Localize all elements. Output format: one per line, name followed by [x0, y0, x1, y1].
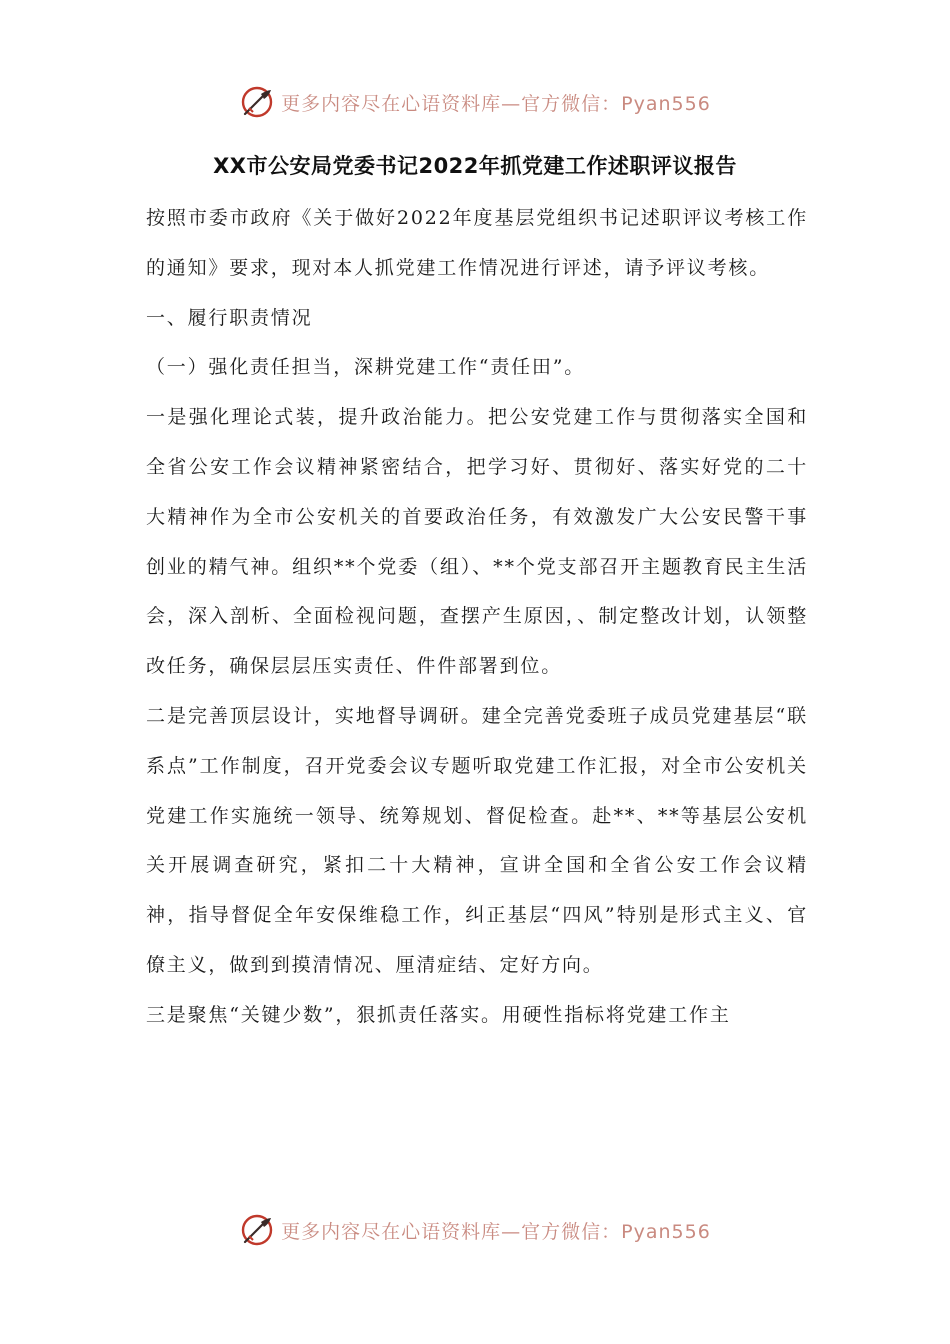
quill-seal-logo-icon — [239, 1212, 275, 1248]
paragraph-point-two: 二是完善顶层设计，实地督导调研。建全完善党委班子成员党建基层“联系点”工作制度，召开党委会议专题听取党建工作汇报，对全市公安机关党建工作实施统一领导、统筹规划、督促检查。赴**、**等基层公安机关开展调查研究，紧扣二十大精神，宣讲全国和全省公安工作会议精神，指导督促全年安保维稳工作，纠正基层“四风”特别是形式主义、官僚主义，做到到摸清情况、厘清症结、定好方向。 — [146, 704, 808, 976]
watermark-text: 更多内容尽在心语资料库—官方微信：Pyan556 — [281, 92, 711, 115]
quill-seal-logo-icon — [239, 84, 275, 120]
paragraph-point-one: 一是强化理论式装，提升政治能力。把公安党建工作与贯彻落实全国和全省公安工作会议精神紧密结合，把学习好、贯彻好、落实好党的二十大精神作为全市公安机关的首要政治任务，有效激发广大公安民警干事创业的精气神。组织**个党委（组）、**个党支部召开主题教育民主生活会，深入剖析、全面检视问题，查摆产生原因，、制定整改计划，认领整改任务，确保层层压实责任、件件部署到位。 — [146, 406, 808, 678]
document-title: XX市公安局党委书记2022年抓党建工作述职评议报告 — [213, 154, 737, 178]
paragraph-intro: 按照市委市政府《关于做好2022年度基层党组织书记述职评议考核工作的通知》要求，现对本人抓党建工作情况进行评述，请予评议考核。 — [146, 207, 808, 279]
watermark-text: 更多内容尽在心语资料库—官方微信：Pyan556 — [281, 1220, 711, 1243]
footer-watermark-banner — [0, 1208, 950, 1252]
paragraph-point-three: 三是聚焦“关键少数”，狠抓责任落实。用硬性指标将党建工作主 — [146, 1003, 731, 1026]
document-body — [146, 194, 808, 1041]
subsection-heading: （一）强化责任担当，深耕党建工作“责任田”。 — [146, 356, 586, 379]
header-watermark-banner — [0, 80, 950, 124]
section-heading: 一、履行职责情况 — [146, 306, 313, 329]
